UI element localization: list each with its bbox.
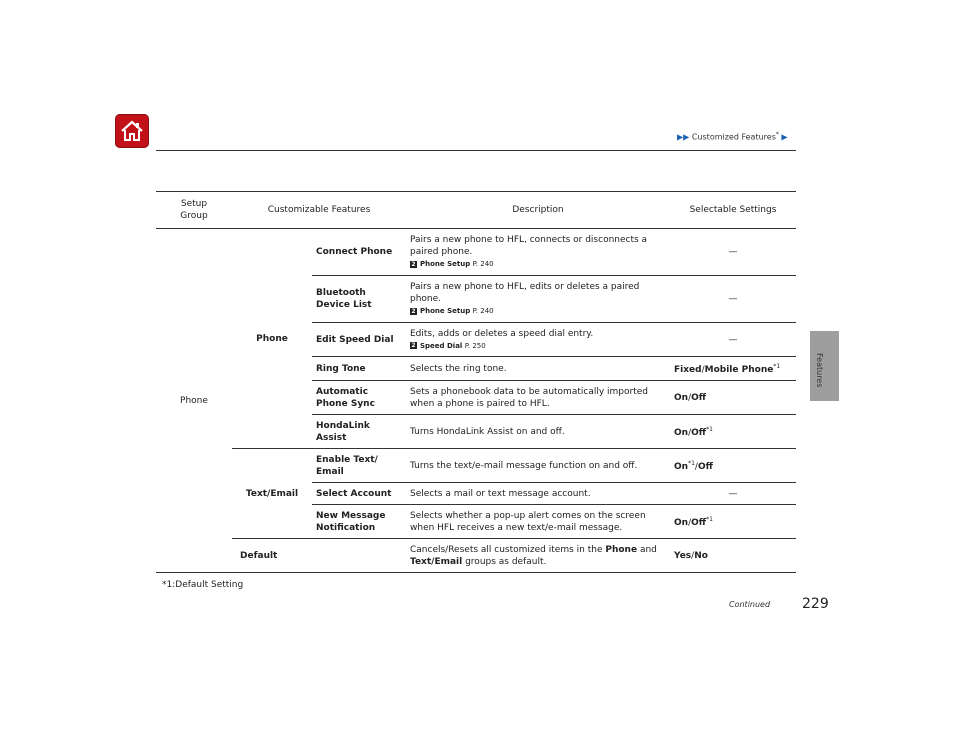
description-text: Cancels/Resets all customized items in the [410, 544, 603, 555]
cross-reference[interactable] [410, 305, 666, 317]
feature-name: Default [232, 539, 406, 573]
setting-option: Yes [674, 550, 692, 561]
description-text: Pairs a new phone to HFL, edits or deletes a paired phone. [410, 282, 640, 304]
header-rule [156, 150, 796, 151]
feature-setting: — [670, 229, 796, 276]
reference-title: Phone Setup [420, 260, 471, 268]
feature-setting: On/Off [670, 381, 796, 415]
section-tab-label: Features [815, 353, 824, 388]
feature-setting: — [670, 276, 796, 323]
feature-name: Bluetooth Device List [312, 276, 406, 323]
arrow-icon: ▶▶ [677, 132, 690, 142]
footnote-marker: *1 [706, 426, 713, 433]
feature-setting: On/Off$^{*1}$ [670, 505, 796, 539]
description-text: groups as default. [465, 556, 547, 567]
breadcrumb-star: * [775, 131, 779, 138]
cross-reference[interactable] [410, 258, 666, 270]
feature-description [406, 229, 670, 276]
feature-description: Sets a phonebook data to be automatically imported when a phone is paired to HFL. [406, 381, 670, 415]
feature-description: Turns the text/e-mail message function on and off. [406, 449, 670, 483]
footnote-marker: *1 [773, 363, 781, 370]
reference-icon: 2 [411, 260, 416, 268]
setting-option: No [694, 550, 708, 561]
setting-option: Mobile Phone [704, 365, 774, 375]
setting-option: On [674, 518, 689, 528]
breadcrumb[interactable] [677, 131, 788, 142]
col-header-settings: Selectable Settings [670, 192, 796, 229]
feature-name: Automatic Phone Sync [312, 381, 406, 415]
description-text: and [639, 544, 657, 555]
setting-option: Off [697, 462, 713, 472]
feature-description [406, 539, 670, 573]
feature-description: Selects the ring tone. [406, 357, 670, 381]
reference-icon: 2 [411, 307, 416, 315]
feature-setting: — [670, 323, 796, 357]
reference-page: P. 250 [464, 341, 486, 350]
page-number: 229 [802, 596, 829, 612]
footnote-marker: *1 [688, 460, 695, 467]
reference-title: Phone Setup [420, 307, 471, 315]
continued-label: Continued [729, 600, 771, 609]
description-text: Pairs a new phone to HFL, connects or disconnects a paired phone. [410, 235, 648, 257]
group-cell: Phone [156, 229, 232, 573]
feature-description [406, 323, 670, 357]
description-bold: Phone [605, 544, 638, 555]
feature-description: Selects whether a pop-up alert comes on the screen when HFL receives a new text/e-mail message. [406, 505, 670, 539]
feature-name: Enable Text/ Email [312, 449, 406, 483]
reference-page: P. 240 [472, 260, 494, 268]
setting-option: Off [691, 428, 707, 438]
footnote: *1:Default Setting [162, 580, 244, 590]
feature-setting: Fixed/Mobile Phone$^{*1}$ [670, 357, 796, 381]
footnote-marker: *1 [706, 516, 713, 523]
col-header-description: Description [406, 192, 670, 229]
table-row [156, 229, 796, 276]
settings-table [156, 191, 796, 573]
setting-option: Off [691, 518, 707, 528]
feature-setting: — [670, 483, 796, 505]
feature-description: Selects a mail or text message account. [406, 483, 670, 505]
feature-setting: On/Off$^{*1}$ [670, 415, 796, 449]
feature-name: Ring Tone [312, 357, 406, 381]
col-header-group: Setup Group [156, 192, 232, 229]
reference-page: P. 240 [472, 307, 494, 315]
reference-icon: 2 [411, 342, 416, 349]
table-row [156, 449, 796, 483]
description-bold: Text/Email [410, 556, 463, 567]
setting-option: Off [691, 392, 707, 403]
table-row [156, 539, 796, 573]
home-icon[interactable] [115, 114, 149, 148]
cross-reference[interactable] [410, 340, 666, 352]
feature-description [406, 276, 670, 323]
feature-name: Select Account [312, 483, 406, 505]
reference-title: Speed Dial [420, 341, 463, 350]
subgroup-cell: Phone [232, 229, 312, 449]
setting-option: On [674, 462, 689, 472]
feature-name: Edit Speed Dial [312, 323, 406, 357]
setting-option: On [674, 428, 689, 438]
feature-setting: On$^{*1}$/Off [670, 449, 796, 483]
feature-name: HondaLink Assist [312, 415, 406, 449]
feature-name: New Message Notification [312, 505, 406, 539]
feature-description: Turns HondaLink Assist on and off. [406, 415, 670, 449]
col-header-feature: Customizable Features [232, 192, 406, 229]
description-text: Edits, adds or deletes a speed dial entry. [410, 328, 594, 339]
setting-option: Fixed [674, 365, 702, 375]
table-header-row [156, 192, 796, 229]
breadcrumb-text: Customized Features [691, 132, 776, 142]
feature-setting: Yes/No [670, 539, 796, 573]
arrow-icon: ▶ [781, 132, 788, 142]
feature-name: Connect Phone [312, 229, 406, 276]
subgroup-cell: Text/Email [232, 449, 312, 539]
setting-option: On [674, 392, 689, 403]
